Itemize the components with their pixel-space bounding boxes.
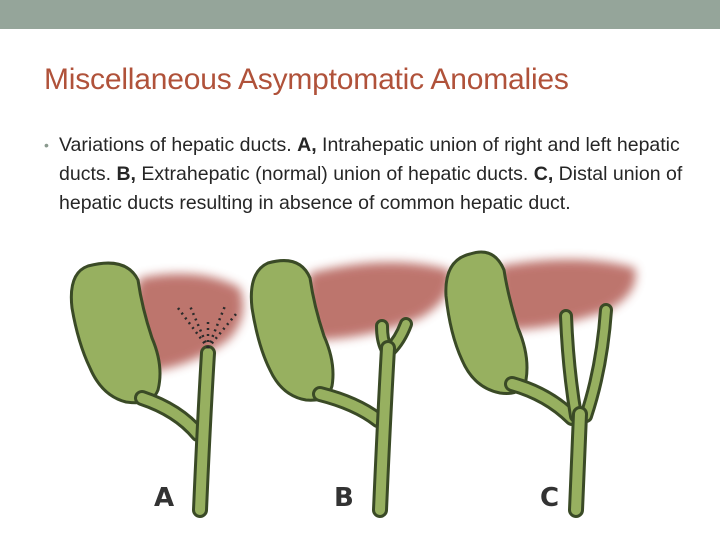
- hepatic-duct-figure: [60, 248, 660, 523]
- bullet-text-seg1: Variations of hepatic ducts.: [59, 134, 298, 156]
- bullet-item: [44, 131, 684, 218]
- bullet-text-seg2: Intrahepatic union of right and left hepatic ducts.: [59, 134, 680, 185]
- top-bar: [0, 0, 720, 29]
- label-a: A: [154, 483, 175, 513]
- slide-title: Miscellaneous Asymptomatic Anomalies: [44, 63, 569, 96]
- letter-c: C,: [533, 163, 554, 185]
- letter-a: A,: [297, 134, 317, 156]
- hepatic-duct-illustration: [60, 248, 660, 523]
- label-c: C: [540, 483, 560, 513]
- letter-b: B,: [116, 163, 136, 185]
- bullet-text: [59, 131, 684, 218]
- bullet-text-seg4: Distal union of hepatic ducts resulting in absence of common hepatic duct.: [59, 163, 683, 214]
- panel-a: [71, 263, 243, 513]
- bullet-icon: •: [44, 137, 49, 153]
- panel-c: [446, 252, 636, 513]
- label-b: B: [334, 483, 354, 513]
- panel-b: [251, 261, 450, 513]
- bullet-text-seg3: Extrahepatic (normal) union of hepatic ducts.: [135, 163, 534, 185]
